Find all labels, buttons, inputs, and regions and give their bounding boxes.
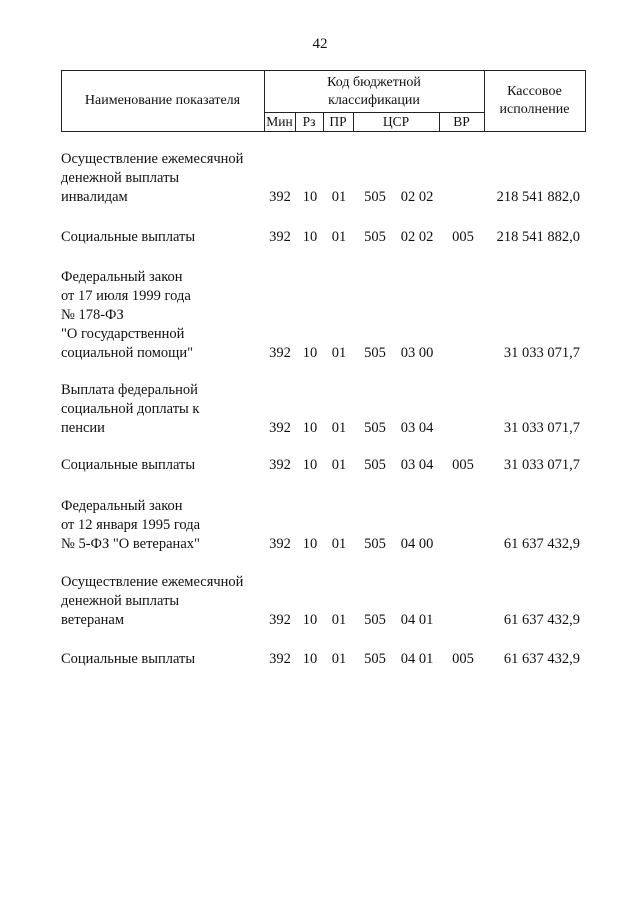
name-column-header: Наименование показателя (84, 93, 241, 108)
row-code-csr1: 505 (364, 651, 386, 667)
row-code-min: 392 (269, 229, 291, 245)
row-code-min: 392 (269, 457, 291, 473)
row-name-line: от 17 июля 1999 года (61, 288, 191, 304)
row-name-line: Федеральный закон (61, 498, 183, 514)
row-code-csr2: 03 00 (400, 345, 434, 361)
row-code-csr2: 04 01 (400, 651, 434, 667)
row-code-csr2: 02 02 (400, 189, 434, 205)
pr-header: ПР (329, 114, 347, 129)
row-code-rz: 10 (302, 189, 318, 205)
table-header (61, 70, 586, 132)
row-name (61, 228, 276, 247)
row-code-min: 392 (269, 612, 291, 628)
row-code-pr: 01 (331, 420, 347, 436)
row-name-line: социальной помощи" (61, 345, 194, 361)
row-code-csr1: 505 (364, 229, 386, 245)
row-name-line: Осуществление ежемесячной (61, 574, 244, 590)
row-code-csr2: 04 01 (400, 612, 434, 628)
row-code-csr2: 03 04 (400, 420, 434, 436)
row-name (61, 650, 276, 669)
row-name-line: денежной выплаты (61, 170, 180, 186)
subheader-divider (264, 112, 484, 113)
row-code-vr: 005 (452, 651, 474, 667)
row-code-pr: 01 (331, 189, 347, 205)
row-code-min: 392 (269, 651, 291, 667)
row-code-min: 392 (269, 420, 291, 436)
row-amount: 61 637 432,9 (503, 612, 580, 628)
row-code-pr: 01 (331, 229, 347, 245)
row-name (61, 456, 276, 475)
row-code-csr1: 505 (364, 536, 386, 552)
row-name-line: Федеральный закон (61, 269, 183, 285)
row-amount: 31 033 071,7 (503, 345, 580, 361)
row-amount: 31 033 071,7 (503, 457, 580, 473)
row-name-line: "О государственной (61, 326, 185, 342)
rz-header: Рз (302, 114, 316, 129)
row-name-line: № 5-ФЗ "О ветеранах" (61, 536, 200, 552)
row-code-pr: 01 (331, 536, 347, 552)
row-code-rz: 10 (302, 612, 318, 628)
row-name (61, 150, 276, 207)
row-code-rz: 10 (302, 345, 318, 361)
row-amount: 61 637 432,9 (503, 536, 580, 552)
csr-header: ЦСР (382, 114, 410, 129)
row-code-rz: 10 (302, 457, 318, 473)
row-name-line: Социальные выплаты (61, 651, 196, 667)
execution-header-line2: исполнение (499, 102, 570, 117)
execution-header-line1: Кассовое (507, 84, 562, 99)
page-number: 42 (312, 36, 328, 52)
row-name (61, 573, 276, 630)
code-group-header-line1: Код бюджетной (327, 75, 421, 90)
row-code-pr: 01 (331, 457, 347, 473)
row-name-line: № 178-ФЗ (61, 307, 124, 323)
min-header: Мин (266, 114, 293, 129)
row-name-line: Социальные выплаты (61, 229, 196, 245)
row-code-vr: 005 (452, 457, 474, 473)
row-amount: 61 637 432,9 (503, 651, 580, 667)
header-right-border (585, 70, 586, 132)
row-name-line: пенсии (61, 420, 105, 436)
vr-header: ВР (453, 114, 470, 129)
row-code-pr: 01 (331, 651, 347, 667)
row-name-line: Осуществление ежемесячной (61, 151, 244, 167)
row-name-line: от 12 января 1995 года (61, 517, 201, 533)
row-code-pr: 01 (331, 345, 347, 361)
row-amount: 218 541 882,0 (496, 189, 580, 205)
row-name (61, 268, 276, 363)
row-name-line: ветеранам (61, 612, 125, 628)
row-amount: 218 541 882,0 (496, 229, 580, 245)
row-code-min: 392 (269, 189, 291, 205)
row-code-csr2: 04 00 (400, 536, 434, 552)
row-name-line: инвалидам (61, 189, 128, 205)
code-group-header-line2: классификации (328, 93, 420, 108)
row-code-rz: 10 (302, 420, 318, 436)
row-code-pr: 01 (331, 612, 347, 628)
row-name (61, 497, 276, 554)
row-code-rz: 10 (302, 229, 318, 245)
row-code-rz: 10 (302, 651, 318, 667)
row-name-line: Социальные выплаты (61, 457, 196, 473)
row-code-csr2: 02 02 (400, 229, 434, 245)
row-code-vr: 005 (452, 229, 474, 245)
row-amount: 31 033 071,7 (503, 420, 580, 436)
row-code-csr2: 03 04 (400, 457, 434, 473)
row-name-line: Выплата федеральной (61, 382, 198, 398)
row-code-csr1: 505 (364, 345, 386, 361)
row-code-csr1: 505 (364, 612, 386, 628)
row-code-csr1: 505 (364, 457, 386, 473)
row-name-line: денежной выплаты (61, 593, 180, 609)
row-code-csr1: 505 (364, 189, 386, 205)
row-code-csr1: 505 (364, 420, 386, 436)
row-code-rz: 10 (302, 536, 318, 552)
row-name-line: социальной доплаты к (61, 401, 200, 417)
row-code-min: 392 (269, 536, 291, 552)
row-code-min: 392 (269, 345, 291, 361)
header-top-border (61, 70, 586, 71)
row-name (61, 381, 276, 438)
